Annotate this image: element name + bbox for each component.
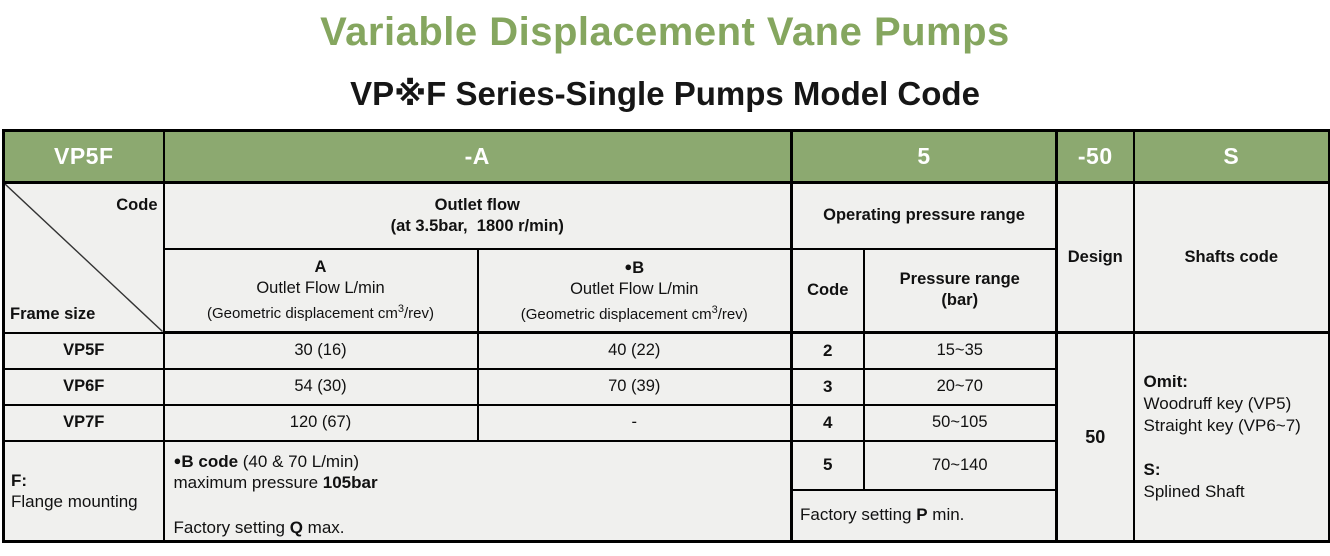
model-code-design: -50	[1057, 131, 1134, 183]
spacer	[174, 494, 791, 517]
frame-size-cell: VP6F	[4, 369, 164, 405]
bullet-icon: ●	[173, 452, 182, 468]
pressure-code-header: Code	[792, 249, 864, 333]
pressure-code-value: 3	[792, 369, 864, 405]
b-code-bold: B code	[181, 451, 239, 471]
model-code-row	[4, 131, 1330, 183]
b-code-note-cell	[164, 441, 792, 542]
shafts-code-header: Shafts code	[1134, 183, 1330, 333]
page-title: Variable Displacement Vane Pumps	[320, 10, 1010, 54]
shaft-s-line: Splined Shaft	[1143, 482, 1245, 501]
geo-prefix: (Geometric displacement cm	[520, 305, 712, 323]
max-pressure-text: maximum pressure	[173, 473, 323, 492]
b-code-note-line2	[174, 472, 791, 494]
pressure-range-value: 70~140	[864, 441, 1057, 490]
model-code-frame: VP5F	[4, 131, 164, 183]
page	[0, 9, 1330, 543]
model-code-pressure: 5	[792, 131, 1057, 183]
flow-b-letter	[479, 256, 791, 279]
mounting-note-text: Flange mounting	[11, 491, 138, 511]
matrix-corner-cell	[4, 183, 164, 333]
pressure-range-unit: (bar)	[941, 291, 979, 310]
geo-suffix: /rev)	[404, 304, 435, 322]
pressure-code-value: 2	[792, 333, 864, 369]
shaft-omit-line1: Woodruff key (VP5)	[1143, 394, 1292, 413]
mounting-note-cell	[4, 441, 164, 542]
geo-sup: 3	[397, 302, 405, 315]
geo-prefix: (Geometric displacement cm	[206, 304, 398, 322]
flow-b-header	[478, 249, 792, 333]
pressure-range-value: 50~105	[864, 405, 1057, 441]
table-row	[4, 333, 1330, 369]
shafts-code-cell	[1134, 333, 1330, 542]
model-code-table	[2, 129, 1330, 543]
b-code-rest: (40 & 70 L/min)	[238, 451, 359, 471]
max-pressure-value: 105bar	[322, 473, 378, 492]
design-value-cell: 50	[1057, 333, 1134, 542]
frame-size-cell: VP7F	[4, 405, 164, 441]
flow-a-units: Outlet Flow L/min	[256, 278, 385, 297]
flow-a-geometric	[165, 299, 477, 324]
factory-p-prefix: Factory setting	[800, 505, 917, 525]
pressure-range-header	[864, 249, 1057, 333]
factory-q-line	[174, 517, 791, 539]
outlet-flow-condition: (at 3.5bar, 1800 r/min)	[390, 216, 564, 235]
geo-suffix: /rev)	[717, 305, 748, 323]
factory-p-bold: P	[916, 505, 928, 525]
flow-a-value: 54 (30)	[164, 369, 478, 405]
pressure-range-value: 15~35	[864, 333, 1057, 369]
pressure-code-value: 5	[792, 441, 864, 490]
shaft-omit-line2: Straight key (VP6~7)	[1143, 416, 1301, 435]
mounting-note-code: F:	[11, 470, 28, 490]
geo-sup: 3	[711, 303, 718, 316]
flow-b-units: Outlet Flow L/min	[570, 279, 699, 298]
outlet-flow-title: Outlet flow	[434, 195, 520, 214]
flow-a-header	[164, 249, 478, 333]
model-code-shaft: S	[1134, 131, 1330, 183]
spacer	[1144, 437, 1329, 459]
page-subtitle: VP※F Series-Single Pumps Model Code	[350, 75, 980, 112]
flow-b-value: 40 (22)	[478, 333, 792, 369]
factory-q-bold: Q	[289, 517, 303, 537]
operating-pressure-header: Operating pressure range	[792, 183, 1057, 249]
outlet-flow-header	[164, 183, 792, 249]
pressure-range-value: 20~70	[864, 369, 1057, 405]
shaft-s-label: S:	[1143, 460, 1161, 479]
design-header: Design	[1057, 183, 1134, 333]
corner-code-label: Code	[116, 196, 158, 214]
factory-p-cell	[792, 490, 1057, 542]
section-header-row	[4, 183, 1330, 249]
flow-b-value: 70 (39)	[478, 369, 792, 405]
b-letter: B	[632, 258, 645, 277]
factory-q-prefix: Factory setting	[173, 517, 290, 537]
flow-b-value: -	[478, 405, 792, 441]
factory-q-suffix: max.	[302, 517, 345, 537]
corner-frame-size-label: Frame size	[10, 304, 96, 323]
bullet-icon: ●	[624, 258, 633, 274]
flow-a-letter: A	[314, 257, 327, 276]
factory-p-suffix: min.	[927, 505, 965, 525]
b-code-note-line1	[174, 450, 791, 473]
pressure-code-value: 4	[792, 405, 864, 441]
frame-size-cell: VP5F	[4, 333, 164, 369]
flow-b-geometric	[479, 300, 791, 325]
pressure-range-title: Pressure range	[899, 270, 1020, 289]
flow-a-value: 120 (67)	[164, 405, 478, 441]
model-code-flow: -A	[164, 131, 792, 183]
shaft-omit-label: Omit:	[1143, 372, 1188, 391]
flow-a-value: 30 (16)	[164, 333, 478, 369]
